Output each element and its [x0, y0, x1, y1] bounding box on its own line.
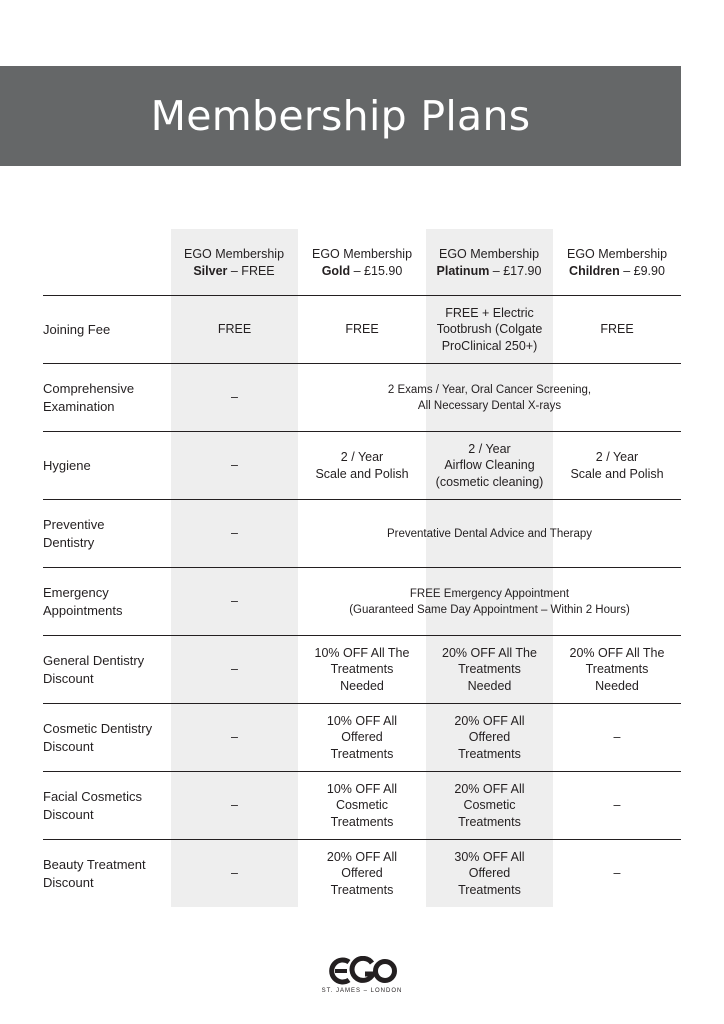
plan-price: – £9.90	[619, 264, 665, 278]
span-line: 2 Exams / Year, Oral Cancer Screening,	[387, 383, 592, 396]
cell-children: –	[613, 798, 621, 813]
cell-line: Scale and Polish	[315, 466, 409, 481]
cell-platinum	[426, 432, 553, 499]
page-title: Membership Plans	[150, 92, 531, 140]
cell-gold: 10% OFF All Cosmetic Treatments	[326, 781, 398, 829]
cell-silver: –	[231, 458, 238, 473]
cell-silver: –	[231, 662, 238, 677]
plan-tier: Platinum	[436, 264, 490, 278]
span-line: (Guaranteed Same Day Appointment – Within 2 Hours)	[349, 603, 630, 616]
cell-children: 20% OFF All The Treatments Needed	[569, 645, 665, 693]
cell-children: FREE	[600, 322, 634, 337]
cell-line: 2 / Year	[468, 441, 511, 456]
cell-silver: FREE	[217, 322, 252, 337]
cell-children: –	[613, 730, 621, 745]
cell-silver: –	[231, 594, 238, 609]
cell-children	[553, 432, 681, 499]
cell-gold	[298, 432, 426, 499]
cell-platinum: 20% OFF All The Treatments Needed	[442, 645, 537, 693]
plan-name: EGO Membership	[566, 247, 668, 261]
cell-silver: –	[231, 866, 238, 881]
row-label-hygiene: Hygiene	[43, 457, 91, 473]
row-label-preventive-dentistry: Preventive Dentistry	[43, 516, 105, 550]
cell-line: Scale and Polish	[570, 466, 664, 481]
row-label-joining-fee: Joining Fee	[43, 321, 111, 337]
ego-logo-mark	[327, 956, 397, 986]
logo-subtitle: ST. JAMES – LONDON	[321, 988, 403, 994]
row-label-cosmetic-dentistry-discount: Cosmetic Dentistry Discount	[43, 720, 153, 754]
span-line: All Necessary Dental X-rays	[417, 399, 562, 412]
cell-span-exam	[298, 364, 681, 431]
ego-logo	[321, 956, 403, 1000]
cell-platinum: 20% OFF All Cosmetic Treatments	[454, 781, 525, 829]
cell-gold: FREE	[345, 322, 379, 337]
cell-span-preventive: Preventative Dental Advice and Therapy	[387, 527, 592, 540]
cell-platinum: 20% OFF All Offered Treatments	[454, 713, 525, 761]
plan-tier: Children	[569, 264, 620, 278]
cell-silver: –	[231, 730, 238, 745]
plan-name: EGO Membership	[311, 247, 413, 261]
cell-platinum: 30% OFF All Offered Treatments	[454, 849, 525, 897]
cell-span-emergency	[298, 568, 681, 635]
cell-platinum: FREE + Electric Tootbrush (Colgate ProClinical 250+)	[436, 305, 543, 353]
row-label-general-dentistry-discount: General Dentistry Discount	[43, 652, 145, 686]
cell-line: Airflow Cleaning	[444, 458, 535, 473]
plan-tier: Silver	[193, 264, 228, 278]
plan-name: EGO Membership	[438, 247, 540, 261]
span-line: FREE Emergency Appointment	[409, 587, 570, 600]
row-label-beauty-treatment-discount: Beauty Treatment Discount	[43, 856, 146, 890]
row-label-facial-cosmetics-discount: Facial Cosmetics Discount	[43, 788, 142, 822]
plan-price: – FREE	[227, 264, 275, 278]
cell-silver: –	[231, 390, 238, 405]
cell-line: 2 / Year	[595, 450, 639, 464]
cell-silver: –	[231, 798, 238, 813]
cell-line: 2 / Year	[340, 450, 384, 464]
plan-tier: Gold	[321, 264, 351, 278]
plan-name: EGO Membership	[183, 247, 285, 261]
plan-header-children	[552, 246, 682, 280]
plan-header-silver	[169, 246, 299, 280]
plan-header-platinum	[424, 246, 554, 280]
plan-price: – £15.90	[350, 264, 403, 278]
cell-silver: –	[231, 526, 238, 541]
cell-line: (cosmetic cleaning)	[435, 474, 544, 489]
cell-gold: 20% OFF All Offered Treatments	[326, 849, 398, 897]
plan-header-gold	[297, 246, 427, 280]
cell-gold: 10% OFF All Offered Treatments	[326, 713, 398, 761]
row-label-comprehensive-examination: Comprehensive Examination	[43, 380, 135, 414]
cell-children: –	[613, 866, 621, 881]
cell-gold: 10% OFF All The Treatments Needed	[314, 645, 410, 693]
title-banner	[0, 66, 681, 166]
row-label-emergency-appointments: Emergency Appointments	[43, 584, 123, 618]
plan-price: – £17.90	[489, 264, 542, 278]
